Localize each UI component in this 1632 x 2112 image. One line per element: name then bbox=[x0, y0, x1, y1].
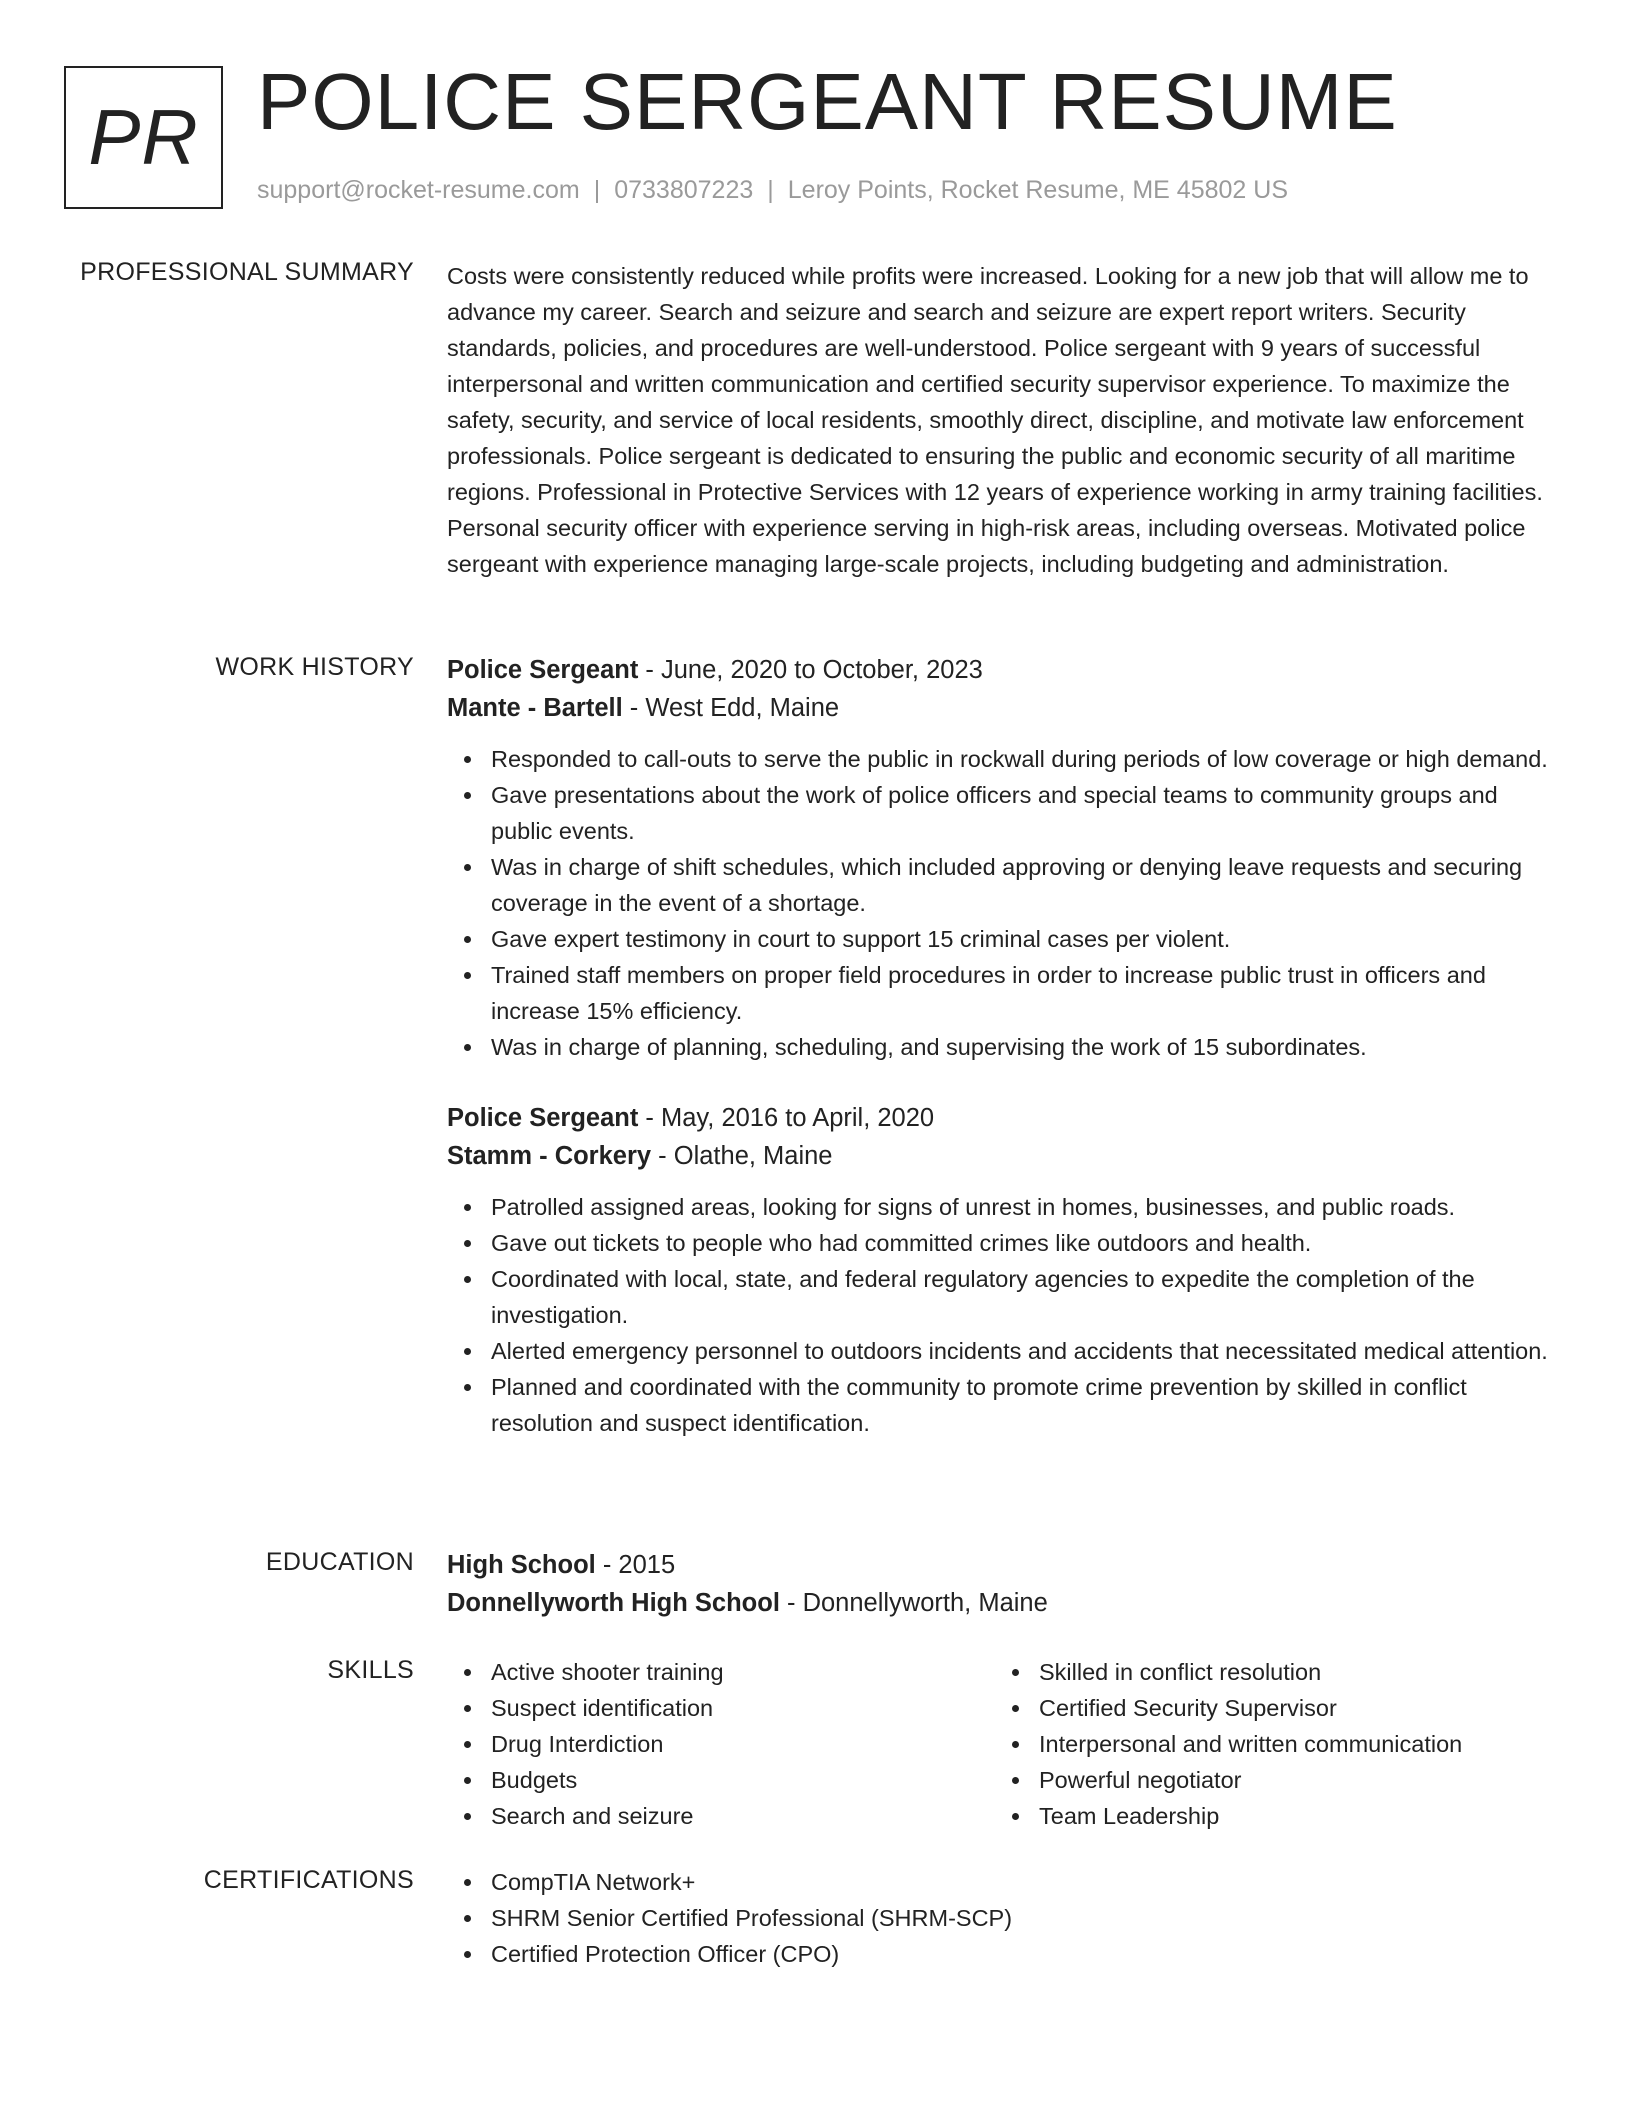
certifications-heading: CERTIFICATIONS bbox=[203, 1866, 414, 1894]
job-org-line bbox=[447, 689, 1565, 727]
education-degree: High School bbox=[447, 1551, 596, 1579]
contact-separator: | bbox=[767, 176, 774, 204]
work-history-heading: WORK HISTORY bbox=[215, 653, 414, 681]
job-bullet: Was in charge of shift schedules, which included approving or denying leave requests and securing coverage in the event of a shortage. bbox=[447, 849, 1565, 921]
job-company: Stamm - Corkery bbox=[447, 1142, 652, 1170]
skill-item: Powerful negotiator bbox=[995, 1762, 1555, 1798]
skill-item: Drug Interdiction bbox=[447, 1726, 995, 1762]
job-bullet-list bbox=[447, 1189, 1565, 1441]
summary-text: Costs were consistently reduced while profits were increased. Looking for a new job that will allow me to advance my career. Search and seizure and search and seizure are expert report writers. Security standards, policies, and procedures are well-understood. Police sergeant with 9 years of successful interpersonal and written communication and certified security supervisor experience. To maximize the safety, security, and service of local residents, smoothly direct, discipline, and motivate law enforcement professionals. Police sergeant is dedicated to ensuring the public and economic security of all maritime regions. Professional in Protective Services with 12 years of experience working in army training facilities. Personal security officer with experience serving in high-risk areas, including overseas. Motivated police sergeant with experience managing large-scale projects, including budgeting and administration. bbox=[447, 263, 1543, 577]
education-school-line bbox=[447, 1584, 1565, 1622]
job-bullet: Gave out tickets to people who had committed crimes like outdoors and health. bbox=[447, 1225, 1565, 1261]
job-bullet: Gave expert testimony in court to support 15 criminal cases per violent. bbox=[447, 921, 1565, 957]
skill-item: Active shooter training bbox=[447, 1654, 995, 1690]
job-dates: - June, 2020 to October, 2023 bbox=[638, 656, 983, 684]
education-location: - Donnellyworth, Maine bbox=[779, 1589, 1048, 1617]
job-entry bbox=[447, 1099, 1565, 1441]
job-org-line bbox=[447, 1137, 1565, 1175]
skills-column bbox=[447, 1654, 995, 1834]
skills-heading: SKILLS bbox=[327, 1656, 414, 1684]
skills-grid bbox=[447, 1654, 1565, 1834]
job-bullet-list bbox=[447, 741, 1565, 1065]
education-degree-line bbox=[447, 1546, 1565, 1584]
resume-title: POLICE SERGEANT RESUME bbox=[257, 57, 1398, 146]
contact-separator: | bbox=[593, 176, 601, 204]
job-bullet: Coordinated with local, state, and federal regulatory agencies to expedite the completion of the investigation. bbox=[447, 1261, 1565, 1333]
certifications-list bbox=[447, 1864, 1565, 1972]
certification-item: CompTIA Network+ bbox=[447, 1864, 1565, 1900]
job-title: Police Sergeant bbox=[447, 1104, 639, 1132]
job-location: - Olathe, Maine bbox=[651, 1142, 833, 1170]
contact-phone: 0733807223 bbox=[614, 176, 754, 204]
summary-heading: PROFESSIONAL SUMMARY bbox=[80, 258, 414, 286]
skill-item: Certified Security Supervisor bbox=[995, 1690, 1555, 1726]
job-bullet: Gave presentations about the work of police officers and special teams to community groups and public events. bbox=[447, 777, 1565, 849]
certifications-body bbox=[447, 1864, 1565, 1972]
job-location: - West Edd, Maine bbox=[622, 694, 840, 722]
job-bullet: Was in charge of planning, scheduling, and supervising the work of 15 subordinates. bbox=[447, 1029, 1565, 1065]
education-heading: EDUCATION bbox=[265, 1548, 414, 1576]
job-bullet: Alerted emergency personnel to outdoors incidents and accidents that necessitated medical attention. bbox=[447, 1333, 1565, 1369]
certification-item: Certified Protection Officer (CPO) bbox=[447, 1936, 1565, 1972]
skill-item: Skilled in conflict resolution bbox=[995, 1654, 1555, 1690]
skill-item: Team Leadership bbox=[995, 1798, 1555, 1834]
skill-item: Suspect identification bbox=[447, 1690, 995, 1726]
contact-email: support@rocket-resume.com bbox=[257, 176, 580, 204]
skill-item: Budgets bbox=[447, 1762, 995, 1798]
job-title-line bbox=[447, 1099, 1565, 1137]
education-entry bbox=[447, 1546, 1565, 1622]
skills-column bbox=[995, 1654, 1555, 1834]
skill-item: Search and seizure bbox=[447, 1798, 995, 1834]
job-bullet: Trained staff members on proper field procedures in order to increase public trust in officers and increase 15% efficiency. bbox=[447, 957, 1565, 1029]
job-company: Mante - Bartell bbox=[447, 694, 623, 722]
job-entry bbox=[447, 651, 1565, 1065]
monogram-logo bbox=[64, 66, 223, 209]
job-title: Police Sergeant bbox=[447, 656, 639, 684]
job-bullet: Responded to call-outs to serve the public in rockwall during periods of low coverage or high demand. bbox=[447, 741, 1565, 777]
certification-item: SHRM Senior Certified Professional (SHRM-SCP) bbox=[447, 1900, 1565, 1936]
skill-item: Interpersonal and written communication bbox=[995, 1726, 1555, 1762]
job-bullet: Patrolled assigned areas, looking for signs of unrest in homes, businesses, and public roads. bbox=[447, 1189, 1565, 1225]
work-history-list bbox=[447, 651, 1565, 1441]
job-title-line bbox=[447, 651, 1565, 689]
monogram-initials: PR bbox=[88, 93, 199, 181]
education-year: - 2015 bbox=[595, 1551, 676, 1579]
education-school: Donnellyworth High School bbox=[447, 1589, 780, 1617]
contact-line bbox=[257, 176, 1288, 205]
job-dates: - May, 2016 to April, 2020 bbox=[638, 1104, 935, 1132]
contact-address: Leroy Points, Rocket Resume, ME 45802 US bbox=[787, 176, 1288, 204]
job-bullet: Planned and coordinated with the community to promote crime prevention by skilled in conflict resolution and suspect identification. bbox=[447, 1369, 1565, 1441]
